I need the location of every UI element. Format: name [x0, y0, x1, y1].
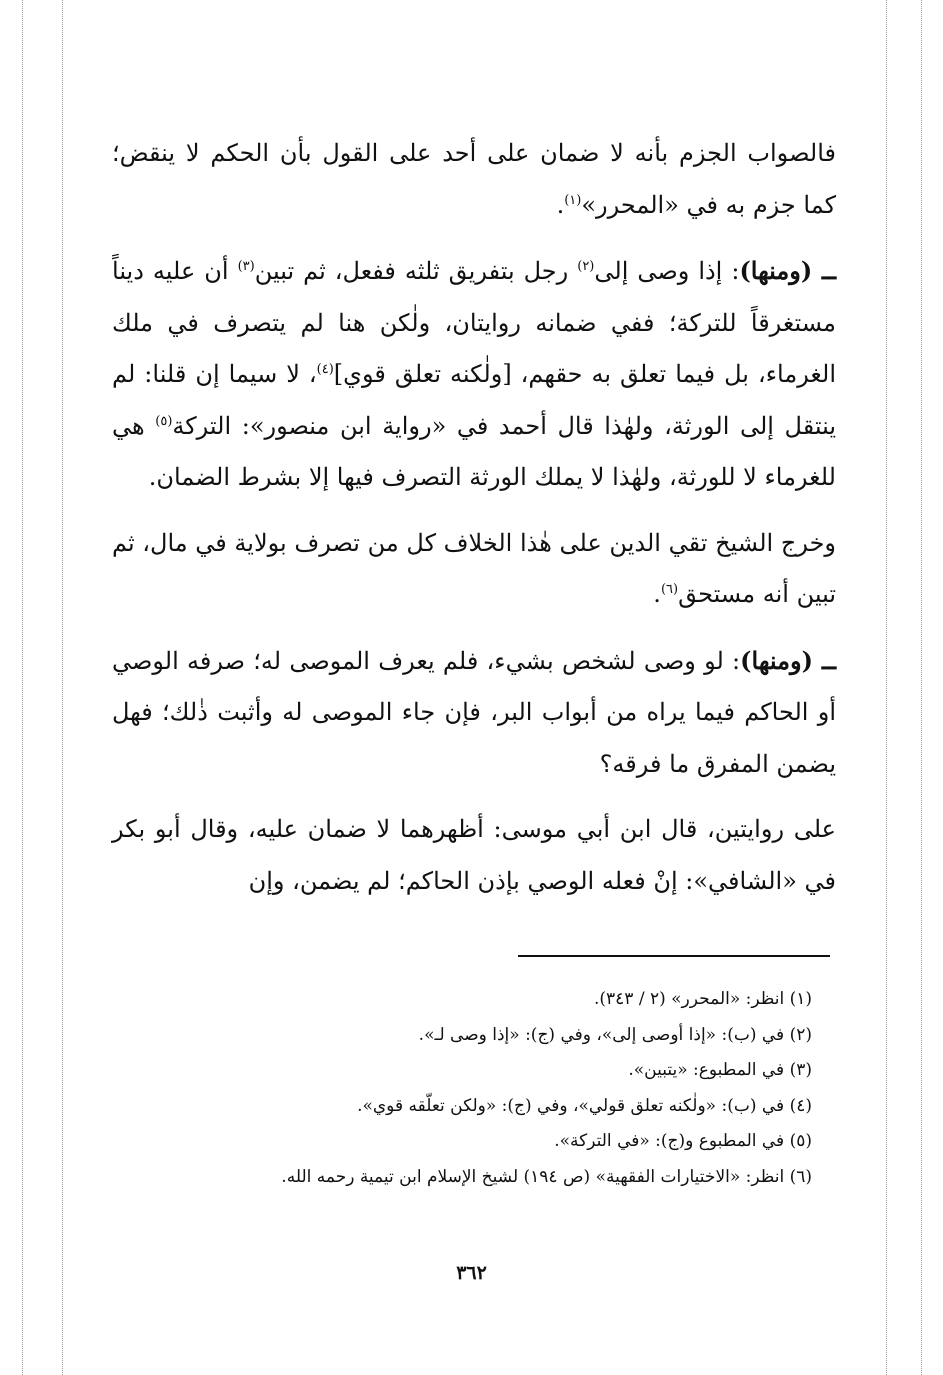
paragraph-5: [112, 804, 836, 907]
footnote-ref-6[interactable]: (٦): [660, 582, 679, 597]
paragraph-2-text-e: هي للغرماء لا للورثة، ولهٰذا لا يملك الورثة التصرف فيها إلا بشرط الضمان.: [112, 411, 836, 491]
footnote-1: (١) انظر: «المحرر» (٢ / ٣٤٣).: [593, 989, 812, 1009]
paragraph-2-lead: ــ (ومنها): [739, 256, 836, 285]
paragraph-2-text-c: أن عليه ديناً مستغرقاً للتركة؛ ففي ضمانه روايتان، ولٰكن هنا لم يتصرف في ملك الغرماء، بل فيما تعلق به حقهم، [ولٰكنه تعلق قوي]: [112, 257, 837, 388]
margin-rule-right-inner: [886, 0, 887, 1375]
paragraph-3-end: .: [653, 580, 661, 608]
paragraph-4-lead: ــ (ومنها): [740, 645, 836, 675]
paragraph-1-end: .: [556, 190, 565, 219]
paragraph-2-text-a: : إذا وصى إلى: [594, 257, 740, 285]
paragraph-1-text: فالصواب الجزم بأنه لا ضمان على أحد على القول بأن الحكم لا ينقض؛ كما جزم به في «المحرر»: [112, 139, 836, 219]
footnote-5: (٥) في المطبوع و(ج): «في التركة».: [554, 1131, 812, 1151]
footnote-4: (٤) في (ب): «ولٰكنه تعلق قولي»، وفي (ج): «ولكن تعلّقه قوي».: [357, 1095, 812, 1116]
margin-rule-left-outer: [22, 0, 23, 1375]
paragraph-3: [112, 518, 836, 621]
footnote-6: (٦) انظر: «الاختيارات الفقهية» (ص ١٩٤) لشيخ الإسلام ابن تيمية رحمه الله.: [281, 1166, 812, 1187]
paragraph-4-text: : لو وصى لشخص بشيء، فلم يعرف الموصى له؛ صرفه الوصي أو الحاكم فيما يراه من أبواب البر، فإن جاء الموصى له وأثبت ذٰلك؛ فهل يضمن المفرق ما فرقه؟: [112, 646, 837, 778]
paragraph-2: [112, 245, 836, 504]
footnote-ref-1[interactable]: (١): [564, 192, 582, 208]
footnote-ref-4[interactable]: (٤): [316, 362, 334, 377]
footnote-3: (٣) في المطبوع: «يتبين».: [628, 1060, 812, 1080]
paragraph-1: [112, 128, 836, 231]
paragraph-5-text: على روايتين، قال ابن أبي موسى: أظهرهما لا ضمان عليه، وقال أبو بكر في «الشافي»: إنْ فعله الوصي بإذن الحاكم؛ لم يضمن، وإن: [112, 815, 836, 895]
paragraph-3-text: وخرج الشيخ تقي الدين على هٰذا الخلاف كل من تصرف بولاية في مال، ثم تبين أنه مستحق: [112, 528, 836, 608]
page-number: ٣٦٢: [456, 1262, 487, 1284]
footnote-separator: [518, 955, 830, 957]
footnote-ref-5[interactable]: (٥): [155, 413, 173, 429]
paragraph-4: [112, 635, 836, 791]
page-body: [112, 128, 836, 921]
footnote-ref-3[interactable]: (٣): [237, 259, 255, 274]
paragraph-2-text-d: ، لا سيما إن قلنا: لم ينتقل إلى الورثة، ولهٰذا قال أحمد في «رواية ابن منصور»: التركة: [112, 360, 836, 440]
margin-rule-right-outer: [921, 0, 922, 1375]
margin-rule-left-inner: [62, 0, 63, 1375]
paragraph-2-text-b: رجل بتفريق ثلثه ففعل، ثم تبين: [254, 257, 578, 285]
footnote-ref-2[interactable]: (٢): [577, 259, 595, 274]
footnote-2: (٢) في (ب): «إذا أوصى إلى»، وفي (ج): «إذا وصى لـ».: [418, 1024, 812, 1045]
footnotes: [112, 982, 812, 1195]
